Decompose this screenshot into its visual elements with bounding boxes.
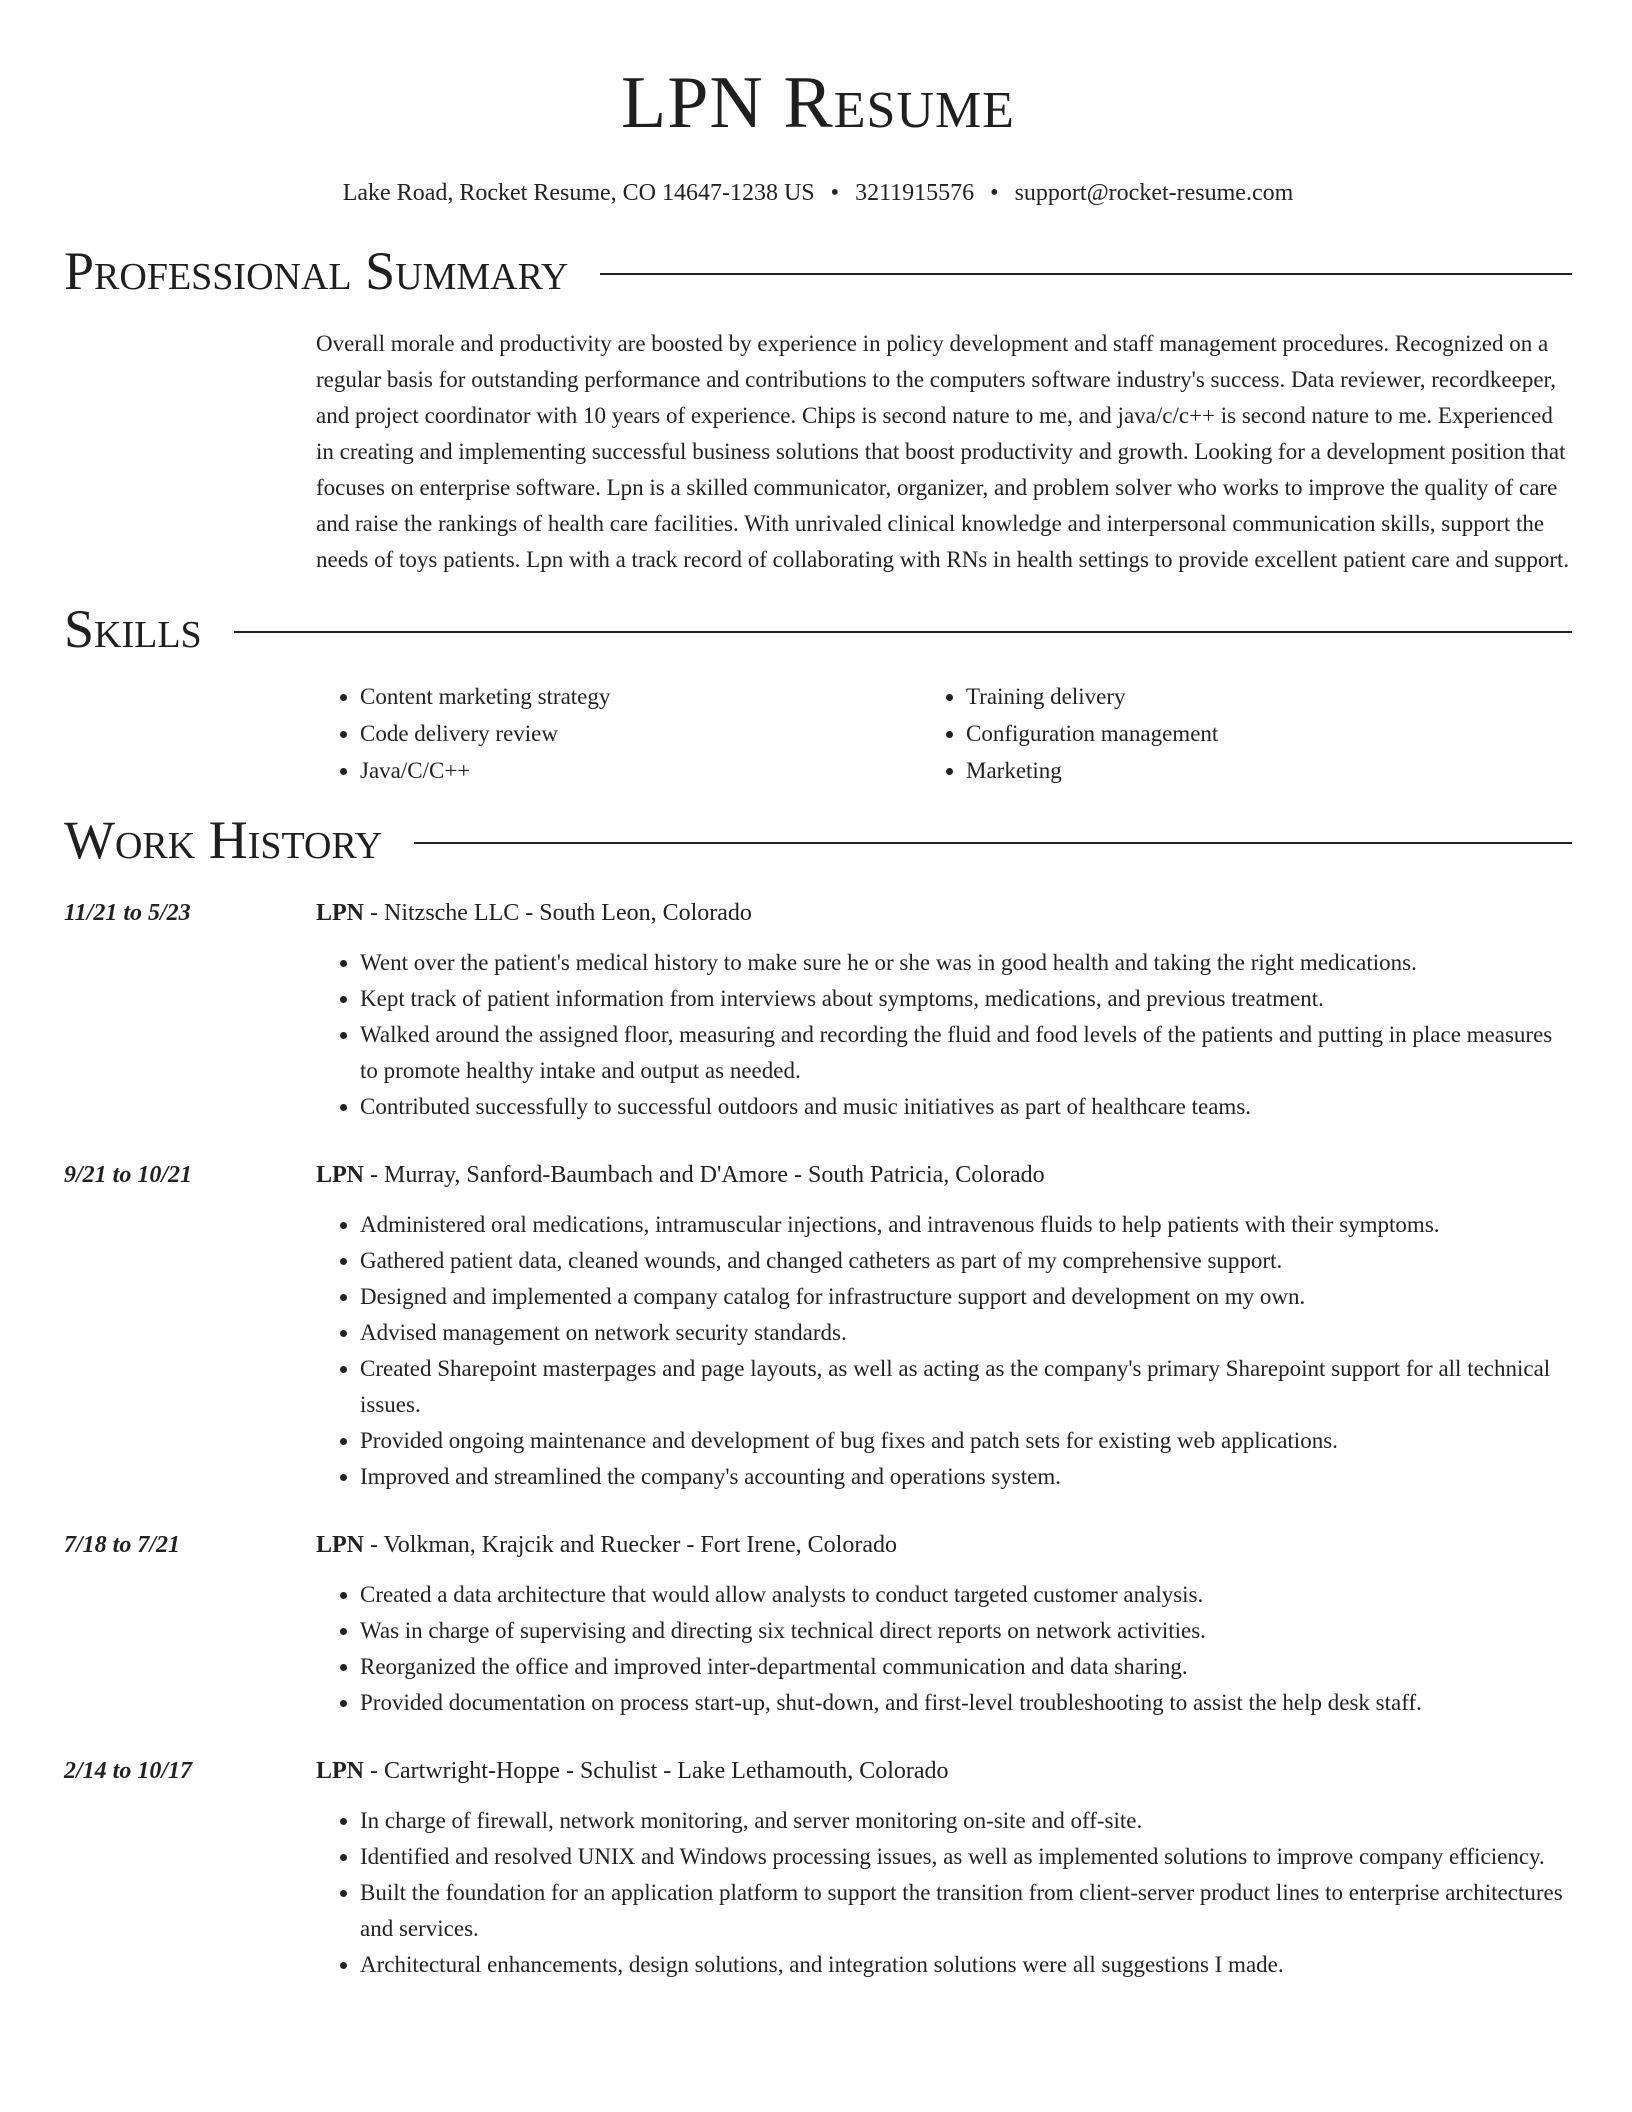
skills-column-left xyxy=(316,678,966,789)
job-position xyxy=(316,1527,897,1563)
job-position xyxy=(316,1753,949,1789)
job-duty: • Provided ongoing maintenance and development of bug fixes and patch sets for existing web applications. xyxy=(360,1423,1572,1459)
email: support@rocket-resume.com xyxy=(1014,180,1294,206)
job-duty: • Advised management on network security standards. xyxy=(360,1315,1572,1351)
job-duty: • Provided documentation on process start-up, shut-down, and first-level troubleshooting to assist the help desk staff. xyxy=(360,1685,1572,1721)
job-duty: • Gathered patient data, cleaned wounds, and changed catheters as part of my comprehensive support. xyxy=(360,1243,1572,1279)
contact-separator: • xyxy=(830,180,840,206)
resume-name: LPN Resume xyxy=(621,62,1015,144)
skill-item: • Configuration management xyxy=(966,715,1572,752)
job-entry xyxy=(64,1157,1572,1495)
resume-page xyxy=(64,0,1572,1983)
job-entry xyxy=(64,1753,1572,1983)
job-position xyxy=(316,1157,1045,1193)
job-entry xyxy=(64,1527,1572,1721)
address: Lake Road, Rocket Resume, CO 14647-1238 US xyxy=(342,180,815,206)
job-header xyxy=(64,1527,1572,1563)
job-title: LPN xyxy=(316,1162,364,1188)
job-duty: • Created a data architecture that would allow analysts to conduct targeted customer analysis. xyxy=(360,1577,1572,1613)
skills-section-header xyxy=(64,596,1572,662)
job-employer: - Cartwright-Hoppe - Schulist - Lake Lethamouth, Colorado xyxy=(364,1758,949,1784)
job-duty: • Built the foundation for an application platform to support the transition from client-server product lines to enterprise architectures and services. xyxy=(360,1875,1572,1947)
job-duty: • In charge of firewall, network monitoring, and server monitoring on-site and off-site. xyxy=(360,1803,1572,1839)
job-duty: • Walked around the assigned floor, measuring and recording the fluid and food levels of the patients and putting in place measures to promote healthy intake and output as needed. xyxy=(360,1017,1572,1089)
skill-item: • Code delivery review xyxy=(360,715,966,752)
phone: 3211915576 xyxy=(855,180,975,206)
skill-item: • Content marketing strategy xyxy=(360,678,966,715)
job-duty: • Created Sharepoint masterpages and page layouts, as well as acting as the company's primary Sharepoint support for all technical issues. xyxy=(360,1351,1572,1423)
job-header xyxy=(64,895,1572,931)
contact-line xyxy=(64,178,1572,208)
job-employer: - Volkman, Krajcik and Ruecker - Fort Irene, Colorado xyxy=(364,1532,897,1558)
job-duty: • Went over the patient's medical history to make sure he or she was in good health and taking the right medications. xyxy=(360,945,1572,981)
job-duty: • Designed and implemented a company catalog for infrastructure support and development on my own. xyxy=(360,1279,1572,1315)
skills-list xyxy=(316,678,1572,789)
section-divider xyxy=(414,842,1572,844)
job-duties xyxy=(316,1803,1572,1983)
skill-item: • Training delivery xyxy=(966,678,1572,715)
job-duty: • Kept track of patient information from interviews about symptoms, medications, and previous treatment. xyxy=(360,981,1572,1017)
job-dates: 9/21 to 10/21 xyxy=(64,1162,193,1188)
skills-heading: Skills xyxy=(64,599,202,659)
job-position xyxy=(316,895,752,931)
skills-column-right xyxy=(966,678,1572,789)
job-duty: • Administered oral medications, intramuscular injections, and intravenous fluids to help patients with their symptoms. xyxy=(360,1207,1572,1243)
job-employer: - Murray, Sanford-Baumbach and D'Amore - South Patricia, Colorado xyxy=(364,1162,1045,1188)
job-duties xyxy=(316,1207,1572,1495)
section-divider xyxy=(234,631,1572,633)
job-duty: • Identified and resolved UNIX and Windows processing issues, as well as implemented solutions to improve company efficiency. xyxy=(360,1839,1572,1875)
job-title: LPN xyxy=(316,900,364,926)
job-duty: • Was in charge of supervising and directing six technical direct reports on network activities. xyxy=(360,1613,1572,1649)
job-duty: • Architectural enhancements, design solutions, and integration solutions were all suggestions I made. xyxy=(360,1947,1572,1983)
job-header xyxy=(64,1157,1572,1193)
job-dates: 2/14 to 10/17 xyxy=(64,1758,193,1784)
work-heading: Work History xyxy=(64,810,383,870)
job-title: LPN xyxy=(316,1532,364,1558)
section-divider xyxy=(600,273,1572,275)
job-dates: 11/21 to 5/23 xyxy=(64,900,191,926)
job-title: LPN xyxy=(316,1758,364,1784)
job-employer: - Nitzsche LLC - South Leon, Colorado xyxy=(364,900,752,926)
job-duty: • Reorganized the office and improved inter-departmental communication and data sharing. xyxy=(360,1649,1572,1685)
skill-item: • Marketing xyxy=(966,752,1572,789)
job-duty: • Improved and streamlined the company's accounting and operations system. xyxy=(360,1459,1572,1495)
job-dates: 7/18 to 7/21 xyxy=(64,1532,181,1558)
summary-section-header xyxy=(64,238,1572,304)
work-section-header xyxy=(64,807,1572,873)
skill-item: • Java/C/C++ xyxy=(360,752,966,789)
job-entry xyxy=(64,895,1572,1125)
contact-separator: • xyxy=(990,180,999,206)
job-duties xyxy=(316,1577,1572,1721)
summary-heading: Professional Summary xyxy=(64,241,569,301)
job-duties xyxy=(316,945,1572,1125)
job-header xyxy=(64,1753,1572,1789)
job-duty: • Contributed successfully to successful outdoors and music initiatives as part of healthcare teams. xyxy=(360,1089,1572,1125)
work-history-list xyxy=(64,895,1572,1983)
summary-text: Overall morale and productivity are boosted by experience in policy development and staff management procedures. Recognized on a regular basis for outstanding performance and contributions to the computers software industry's success. Data reviewer, recordkeeper, and project coordinator with 10 years of experience. Chips is second nature to me, and java/c/c++ is second nature to me. Experienced in creating and implementing successful business solutions that boost productivity and growth. Looking for a development position that focuses on enterprise software. Lpn is a skilled communicator, organizer, and problem solver who works to improve the quality of care and raise the rankings of health care facilities. With unrivaled clinical knowledge and interpersonal communication skills, support the needs of toys patients. Lpn with a track record of collaborating with RNs in health settings to provide excellent patient care and support. xyxy=(316,331,1570,572)
